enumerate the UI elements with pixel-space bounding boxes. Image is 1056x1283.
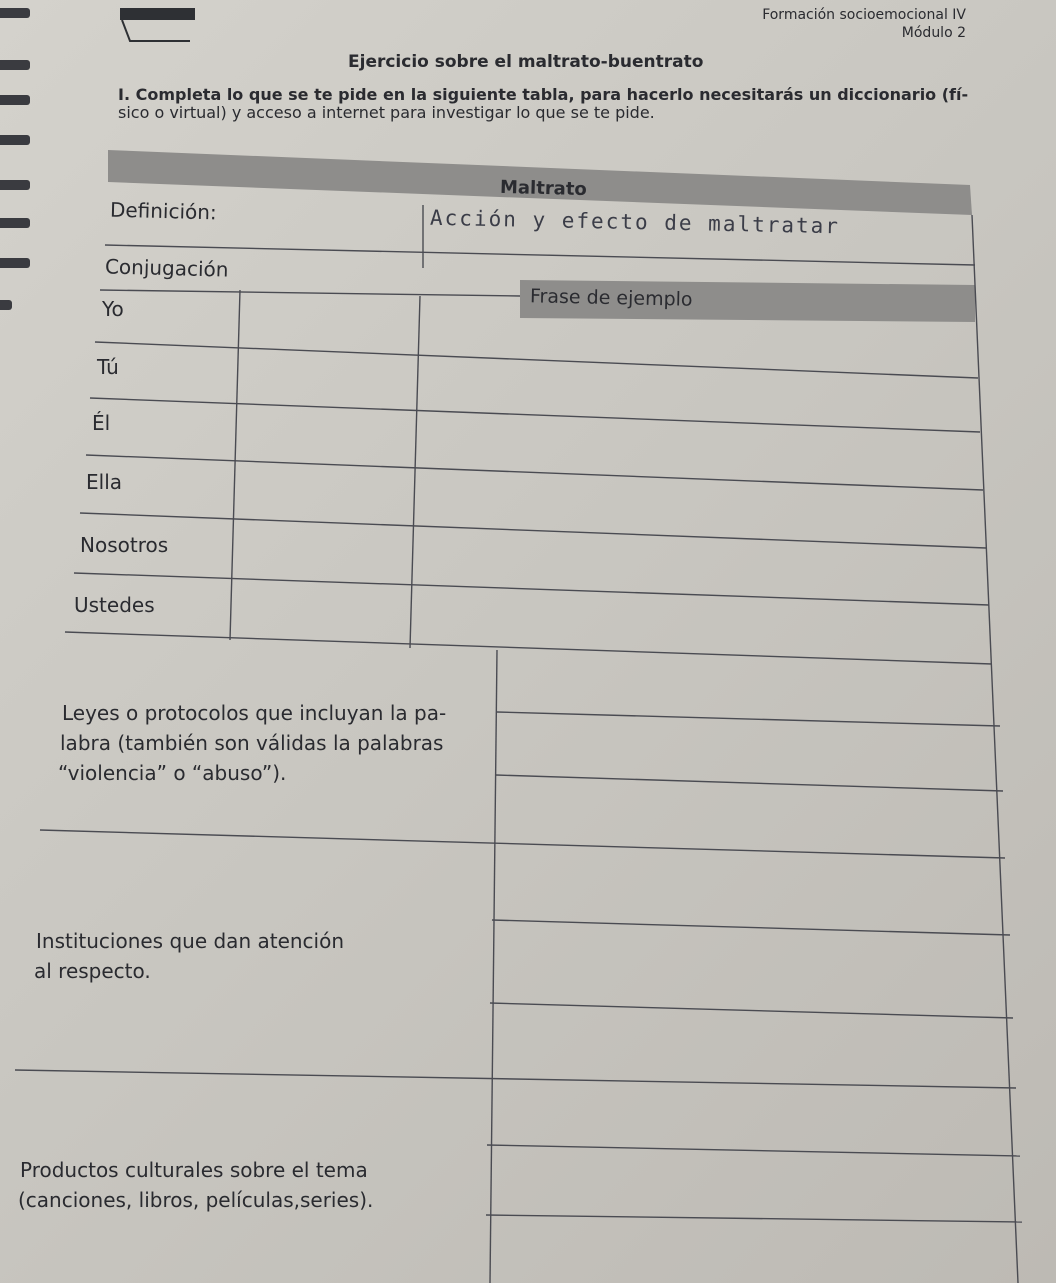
pronoun-yo: Yo	[102, 297, 124, 321]
pronoun-nosotros: Nosotros	[80, 533, 169, 557]
course-name: Formación socioemocional IV	[762, 7, 966, 23]
page-title: Ejercicio sobre el maltrato-buentrato	[348, 52, 704, 72]
instructions-line-1: I. Completa lo que se te pide en la siguiente tabla, para hacerlo necesitarás un diccionario (fí-	[118, 85, 969, 104]
example-sentence-label: Frase de ejemplo	[529, 285, 693, 311]
products-label	[20, 1155, 375, 1215]
institutions-label-line-2: al respecto.	[34, 959, 151, 983]
instructions-line-2: sico o virtual) y acceso a internet para investigar lo que se te pide.	[118, 103, 655, 122]
conjugation-label: Conjugación	[104, 254, 229, 282]
products-label-line-1: Productos culturales sobre el tema	[20, 1158, 368, 1182]
pronoun-ella: Ella	[86, 470, 123, 494]
institutions-label	[36, 926, 344, 986]
laws-label-line-1: Leyes o protocolos que incluyan la pa-	[62, 701, 447, 725]
definition-label: Definición:	[109, 197, 218, 225]
laws-label-line-2: labra (también son válidas la palabras	[60, 731, 444, 755]
products-label-line-2: (canciones, libros, películas,series).	[18, 1188, 374, 1212]
pronoun-el: Él	[92, 411, 111, 435]
pronoun-tu: Tú	[97, 355, 119, 379]
pronoun-ustedes: Ustedes	[74, 593, 155, 617]
table-header-maltrato: Maltrato	[499, 176, 588, 201]
module-name: Módulo 2	[901, 25, 966, 41]
institutions-label-line-1: Instituciones que dan atención	[36, 929, 345, 953]
laws-label	[58, 698, 447, 788]
definition-answer: Acción y efecto de maltratar	[429, 205, 841, 239]
laws-label-line-3: “violencia” o “abuso”).	[58, 761, 287, 785]
